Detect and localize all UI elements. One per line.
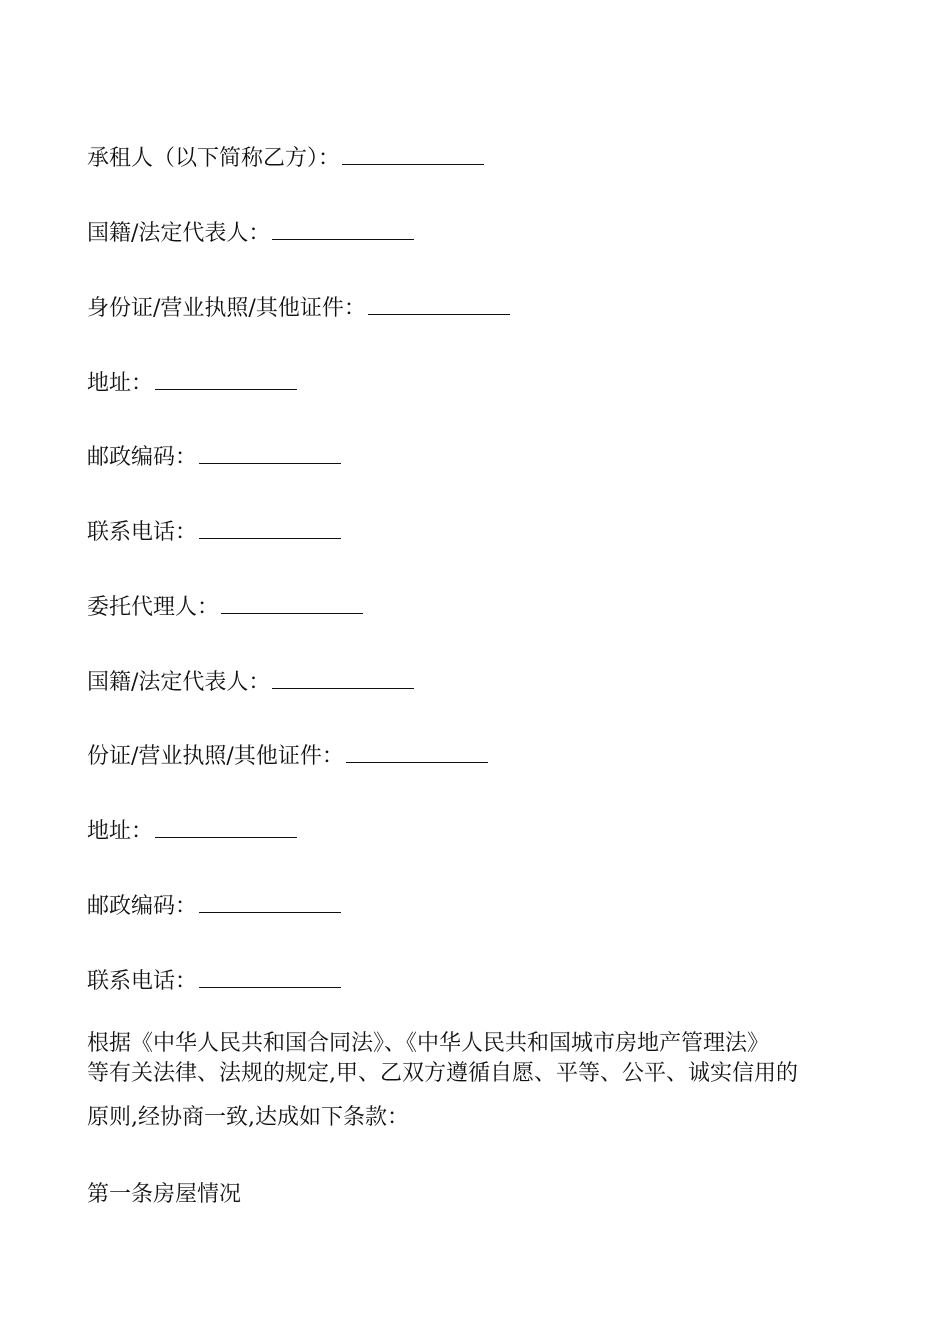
fill-in-blank	[346, 742, 488, 763]
field-address	[87, 369, 297, 399]
fill-in-blank	[342, 144, 484, 165]
preamble-paragraph	[87, 1029, 877, 1133]
field-agent	[87, 593, 363, 623]
field-label: 委托代理人：	[87, 595, 220, 620]
field-nationality-representative	[87, 219, 414, 249]
field-agent-id-license	[87, 742, 488, 772]
field-label: 邮政编码：	[87, 445, 198, 470]
field-label: 联系电话：	[87, 969, 198, 994]
fill-in-blank	[272, 668, 414, 689]
field-lessee	[87, 144, 484, 174]
field-label: 地址：	[87, 371, 154, 396]
field-label: 国籍/法定代表人：	[87, 670, 271, 695]
paragraph-line: 原则,经协商一致,达成如下条款：	[87, 1105, 409, 1130]
field-label: 国籍/法定代表人：	[87, 221, 271, 246]
field-agent-postal-code	[87, 892, 341, 922]
field-agent-address	[87, 817, 297, 847]
fill-in-blank	[368, 294, 510, 315]
field-label: 承租人（以下简称乙方）：	[87, 146, 341, 171]
field-label: 地址：	[87, 819, 154, 844]
field-label: 邮政编码：	[87, 894, 198, 919]
field-agent-nationality-representative	[87, 668, 414, 698]
fill-in-blank	[199, 443, 341, 464]
fill-in-blank	[199, 967, 341, 988]
field-phone	[87, 518, 341, 548]
field-id-license	[87, 294, 510, 324]
fill-in-blank	[199, 518, 341, 539]
section-heading: 第一条房屋情况	[87, 1182, 242, 1207]
field-label: 联系电话：	[87, 520, 198, 545]
fill-in-blank	[155, 817, 297, 838]
paragraph-line: 根据《中华人民共和国合同法》、《中华人民共和国城市房地产管理法》	[87, 1031, 770, 1056]
fill-in-blank	[155, 369, 297, 390]
field-postal-code	[87, 443, 341, 473]
paragraph-line: 等有关法律、法规的规定,甲、乙双方遵循自愿、平等、公平、诚实信用的	[87, 1061, 798, 1086]
field-agent-phone	[87, 967, 341, 997]
fill-in-blank	[272, 219, 414, 240]
fill-in-blank	[221, 593, 363, 614]
field-label: 份证/营业执照/其他证件：	[87, 744, 344, 769]
field-label: 身份证/营业执照/其他证件：	[87, 296, 366, 321]
fill-in-blank	[199, 892, 341, 913]
